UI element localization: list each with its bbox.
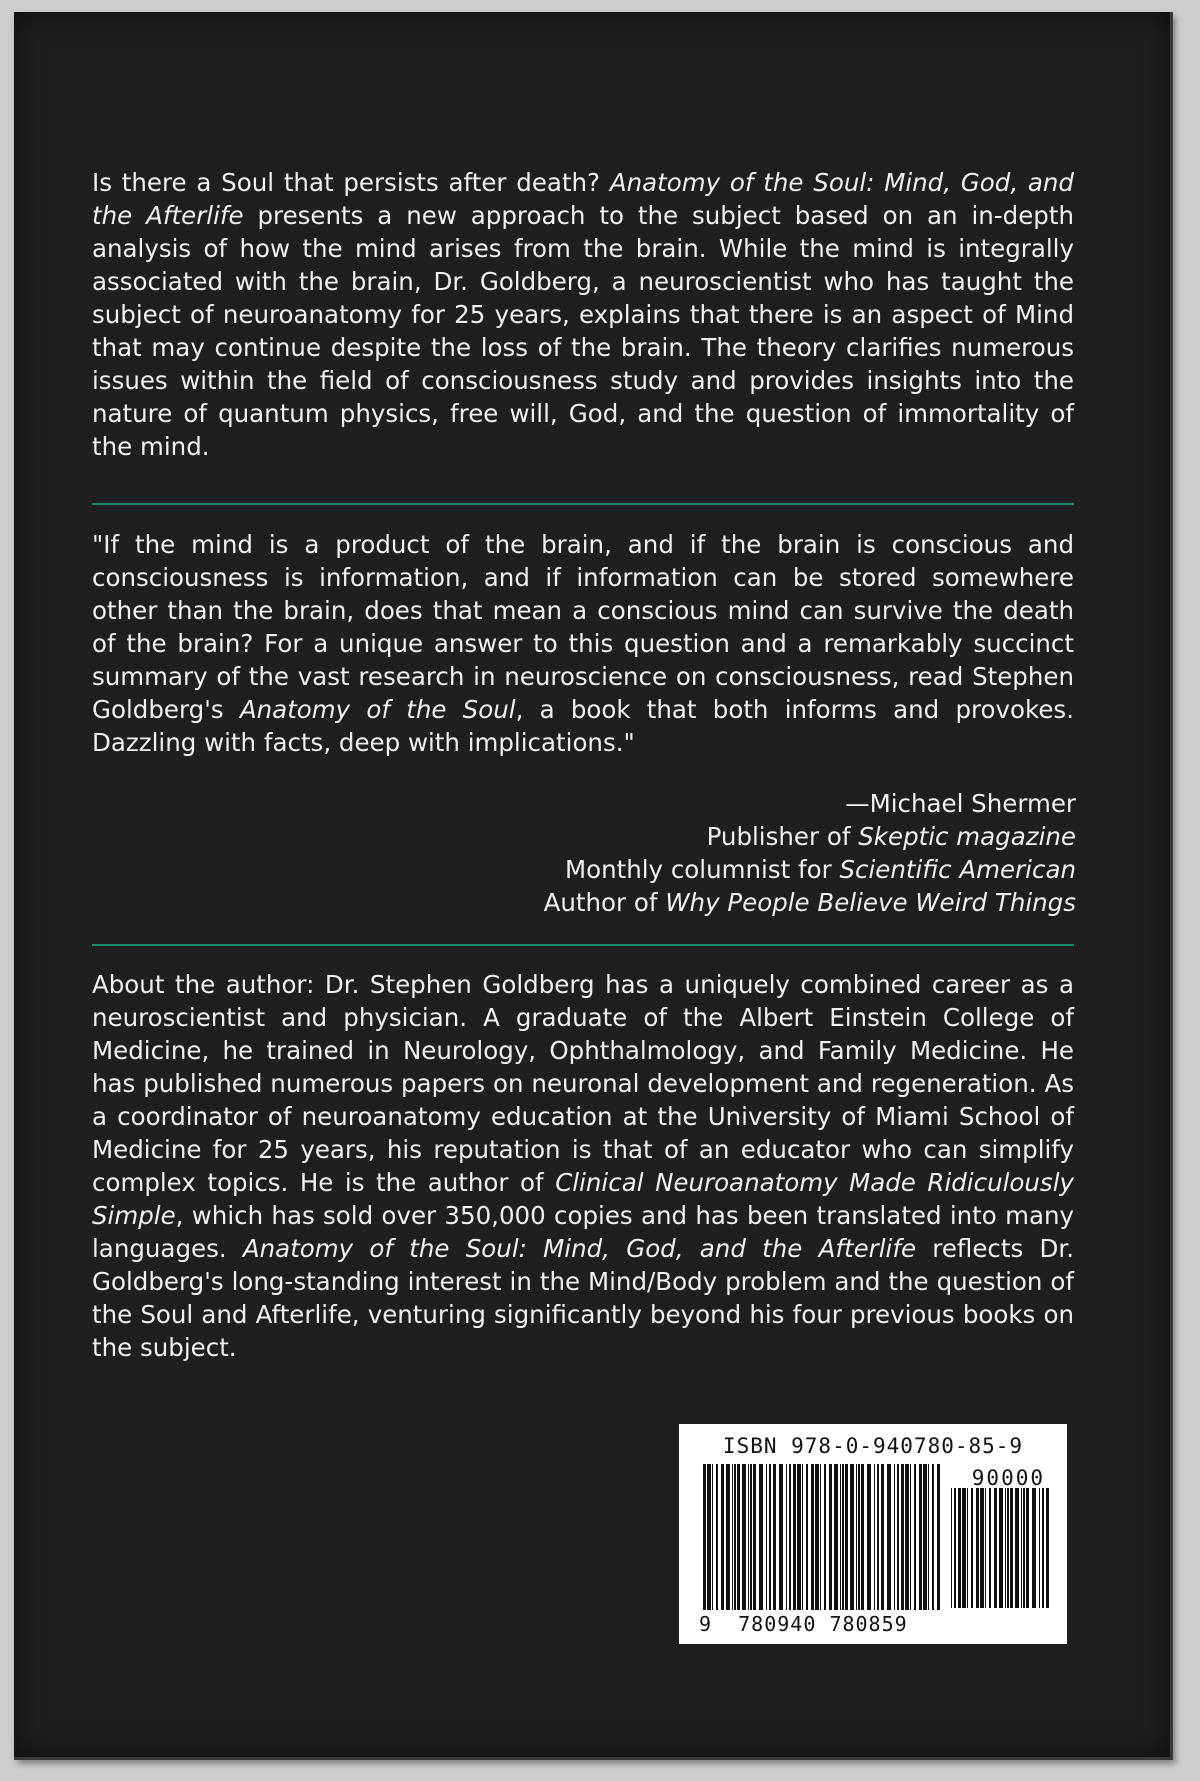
barcode-bar [824, 1464, 826, 1610]
barcode-bar [842, 1464, 844, 1610]
attribution-line-1: Publisher of Skeptic magazine [706, 822, 1076, 851]
barcode-bar [789, 1464, 791, 1610]
attribution-line-2: Monthly columnist for Scientific American [564, 855, 1076, 884]
barcode-bar [923, 1464, 927, 1610]
book-blurb [92, 166, 1074, 463]
quote-attribution [92, 787, 1076, 919]
about-the-author [92, 968, 1074, 1364]
barcode-bar [850, 1464, 854, 1610]
about-text-3: reflects Dr. Goldberg's long-standing interest in the Mind/Body problem and the question of the Soul and Afterlife, venturing significantly beyond his four previous books on the subject. [92, 1234, 1074, 1362]
barcode-bar [726, 1464, 730, 1610]
barcode-bar [967, 1488, 968, 1608]
barcode-bar [712, 1464, 713, 1610]
barcode-bar [937, 1464, 940, 1610]
quote-text-1: "If the mind is a product of the brain, and if the brain is conscious and consciousness is information, and if information can be stored somewhere other than the brain, does that mean a conscious mind can survive the death of the brain? For a unique answer to this question and a remarkably succinct summary of the vast research in neuroscience on consciousness, read Stephen Goldberg's [92, 530, 1074, 724]
barcode-bar [1005, 1488, 1006, 1608]
quote-text-2: , a book that both informs and provokes. Dazzling with facts, deep with implications." [92, 695, 1074, 757]
divider-rule [92, 944, 1074, 946]
barcode-bar [1007, 1488, 1009, 1608]
barcode-bar [897, 1464, 899, 1610]
barcode-bar [999, 1488, 1003, 1608]
barcode-bar [737, 1464, 740, 1610]
barcode-bar [989, 1488, 991, 1608]
barcode-bar [773, 1464, 776, 1610]
barcode-bar [928, 1464, 929, 1610]
barcode-bar [815, 1464, 819, 1610]
blurb-book-title: Anatomy of the Soul: Mind, God, and the Afterlife [92, 168, 1074, 230]
barcode-bar [840, 1464, 841, 1610]
barcode-bar [829, 1464, 832, 1610]
barcode-bar [834, 1464, 838, 1610]
barcode-bar [779, 1464, 783, 1610]
barcode-bar [887, 1464, 891, 1610]
barcode-bar [811, 1464, 814, 1610]
barcode-bar [856, 1464, 857, 1610]
barcode-bar [867, 1464, 871, 1610]
barcode-bar [962, 1488, 966, 1608]
barcode-bar [905, 1464, 909, 1610]
barcode-bar [793, 1464, 796, 1610]
barcode-bar [742, 1464, 746, 1610]
barcode-bar [802, 1464, 803, 1610]
blurb-text: presents a new approach to the subject based on an in-depth analysis of how the mind arises from the brain. While the mind is integrally associated with the brain, Dr. Goldberg, a neuroscientist who has taught the subject of neuroanatomy for 25 years, explains that there is an aspect of Mind that may continue despite the loss of the brain. The theory clarifies numerous issues within the field of consciousness study and provides insights into the nature of quantum physics, free will, God, and the question of immortality of the mind. [92, 201, 1074, 461]
barcode-bar [980, 1488, 984, 1608]
quote-book-title: Anatomy of the Soul [239, 695, 516, 724]
barcode-bar [759, 1464, 763, 1610]
barcode-bar [1021, 1488, 1022, 1608]
barcode-bar [721, 1464, 724, 1610]
price-code: 90000 [971, 1466, 1045, 1490]
about-text-1: About the author: Dr. Stephen Goldberg has a uniquely combined career as a neuroscientist and physician. A graduate of the Albert Einstein College of Medicine, he trained in Neurology, Ophthalmology, and Family Medicine. He has published numerous papers on neuronal development and regeneration. As a coordinator of neuroanatomy education at the University of Miami School of Medicine for 25 years, his reputation is that of an educator who can simplify complex topics. He is the author of [92, 970, 1074, 1197]
barcode-bar [971, 1488, 973, 1608]
barcode-bar [914, 1464, 916, 1610]
barcode-bar [861, 1464, 864, 1610]
barcode-bar [766, 1464, 767, 1610]
barcode-bar [1015, 1488, 1019, 1608]
barcode-bar [1046, 1488, 1049, 1608]
barcode-bar [716, 1464, 718, 1610]
isbn-number: ISBN 978-0-940780-85-9 [722, 1434, 1024, 1458]
barcode-bar [1042, 1488, 1044, 1608]
barcode-bar [820, 1464, 821, 1610]
barcode-bar [910, 1464, 911, 1610]
barcode-bar [954, 1488, 956, 1608]
barcode-bar [748, 1464, 749, 1610]
barcode-bar [994, 1488, 997, 1608]
endorsement-quote [92, 528, 1074, 759]
barcode-bar [901, 1464, 904, 1610]
barcode-bar [750, 1464, 752, 1610]
barcode-bar [1026, 1488, 1029, 1608]
barcode-bar [894, 1464, 895, 1610]
barcode-bar [958, 1488, 961, 1608]
barcode-bar [707, 1464, 711, 1610]
about-title-1: Clinical Neuroanatomy Made Ridiculously Simple [92, 1168, 1075, 1230]
barcode-bar [874, 1464, 875, 1610]
barcode-bar [797, 1464, 801, 1610]
barcode-bar [845, 1464, 848, 1610]
barcode-digits: 9 780940 780859 [699, 1612, 908, 1636]
barcode-bar [786, 1464, 787, 1610]
barcode-bar [877, 1464, 879, 1610]
barcode-bar [951, 1488, 952, 1608]
isbn-barcode-label [679, 1424, 1067, 1644]
barcode-bar [734, 1464, 736, 1610]
barcode-bar [858, 1464, 860, 1610]
blurb-question: Is there a Soul that persists after death? [92, 168, 610, 197]
barcode-bar [881, 1464, 884, 1610]
attribution-line-3: Author of Why People Believe Weird Things [543, 888, 1076, 917]
barcode-bar [1032, 1488, 1036, 1608]
barcode-bar [932, 1464, 934, 1610]
barcode-bar [753, 1464, 756, 1610]
barcode-bar [985, 1488, 986, 1608]
barcode-bar [919, 1464, 922, 1610]
barcode-bar [806, 1464, 808, 1610]
attribution-name: —Michael Shermer [845, 789, 1076, 818]
barcode-bar [732, 1464, 733, 1610]
barcode-bar [703, 1464, 706, 1610]
about-title-2: Anatomy of the Soul: Mind, God, and the Afterlife [242, 1234, 917, 1263]
barcode-bar [1010, 1488, 1013, 1608]
barcode-bar [769, 1464, 771, 1610]
barcode-bar [1039, 1488, 1040, 1608]
divider-rule [92, 503, 1074, 505]
barcode-bar [976, 1488, 979, 1608]
about-text-2: , which has sold over 350,000 copies and has been translated into many languages. [92, 1201, 1074, 1263]
barcode-bar [1023, 1488, 1025, 1608]
